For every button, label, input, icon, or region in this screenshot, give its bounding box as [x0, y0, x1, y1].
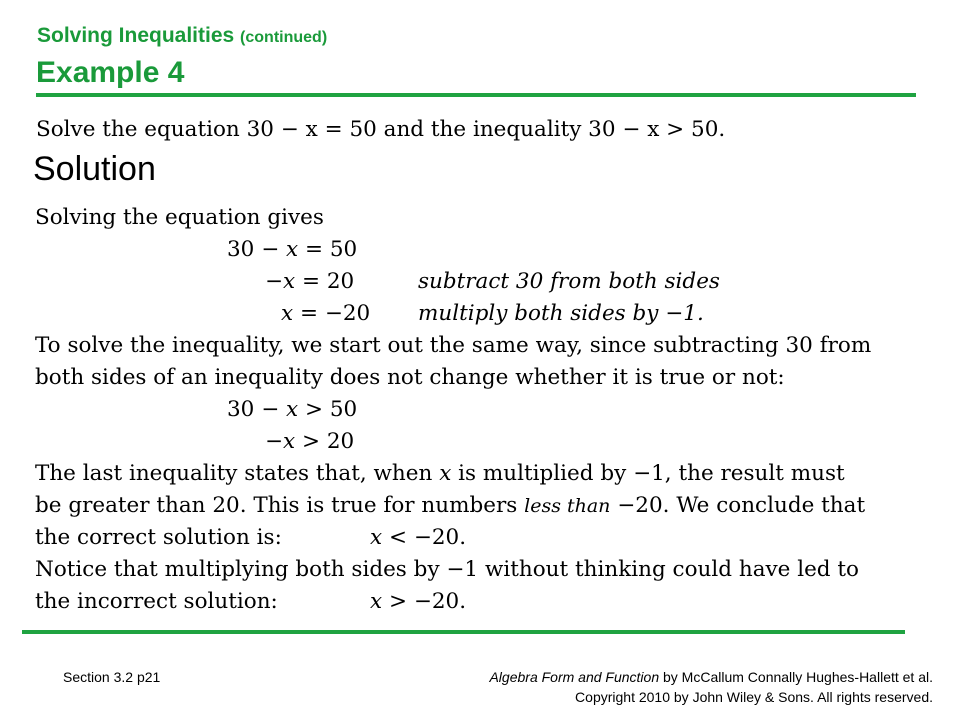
solution-intro: Solving the equation gives: [35, 205, 324, 230]
slide-subtitle: [37, 24, 327, 48]
top-divider: [36, 93, 916, 97]
paragraph-1-line-2: both sides of an inequality does not change whether it is true or not:: [35, 365, 785, 390]
step-3-note: multiply both sides by −1.: [418, 301, 704, 326]
subtitle-continued: (continued): [240, 29, 328, 46]
incorrect-solution: x > −20.: [370, 589, 467, 614]
paragraph-3-line-2: the incorrect solution:: [35, 589, 278, 614]
paragraph-3-line-1: Notice that multiplying both sides by −1 without thinking could have led to: [35, 557, 859, 582]
subtitle-main: Solving Inequalities: [37, 24, 235, 47]
paragraph-2-line-1: The last inequality states that, when x is multiplied by −1, the result must: [35, 461, 845, 486]
paragraph-2-line-2: be greater than 20. This is true for numbers less than −20. We conclude that: [35, 493, 866, 518]
footer-book: Algebra Form and Function by McCallum Connally Hughes-Hallett et al.: [489, 669, 933, 685]
step-2-note: subtract 30 from both sides: [418, 269, 720, 294]
inequality-step-2: −x > 20: [265, 429, 355, 454]
bottom-divider: [22, 630, 905, 634]
footer-copyright: Copyright 2010 by John Wiley & Sons. All rights reserved.: [575, 689, 933, 705]
equation-step-2: −x = 20: [265, 269, 355, 294]
inequality-step-1: 30 − x > 50: [227, 397, 358, 422]
footer-section: Section 3.2 p21: [63, 669, 161, 685]
equation-step-3: x = −20: [281, 301, 371, 326]
correct-solution: x < −20.: [370, 525, 467, 550]
solution-heading: Solution: [33, 150, 156, 188]
paragraph-2-line-3: the correct solution is:: [35, 525, 282, 550]
equation-step-1: 30 − x = 50: [227, 237, 358, 262]
problem-statement: Solve the equation 30 − x = 50 and the inequality 30 − x > 50.: [36, 117, 726, 142]
slide-title: Example 4: [36, 56, 185, 89]
paragraph-1-line-1: To solve the inequality, we start out the same way, since subtracting 30 from: [35, 333, 872, 358]
